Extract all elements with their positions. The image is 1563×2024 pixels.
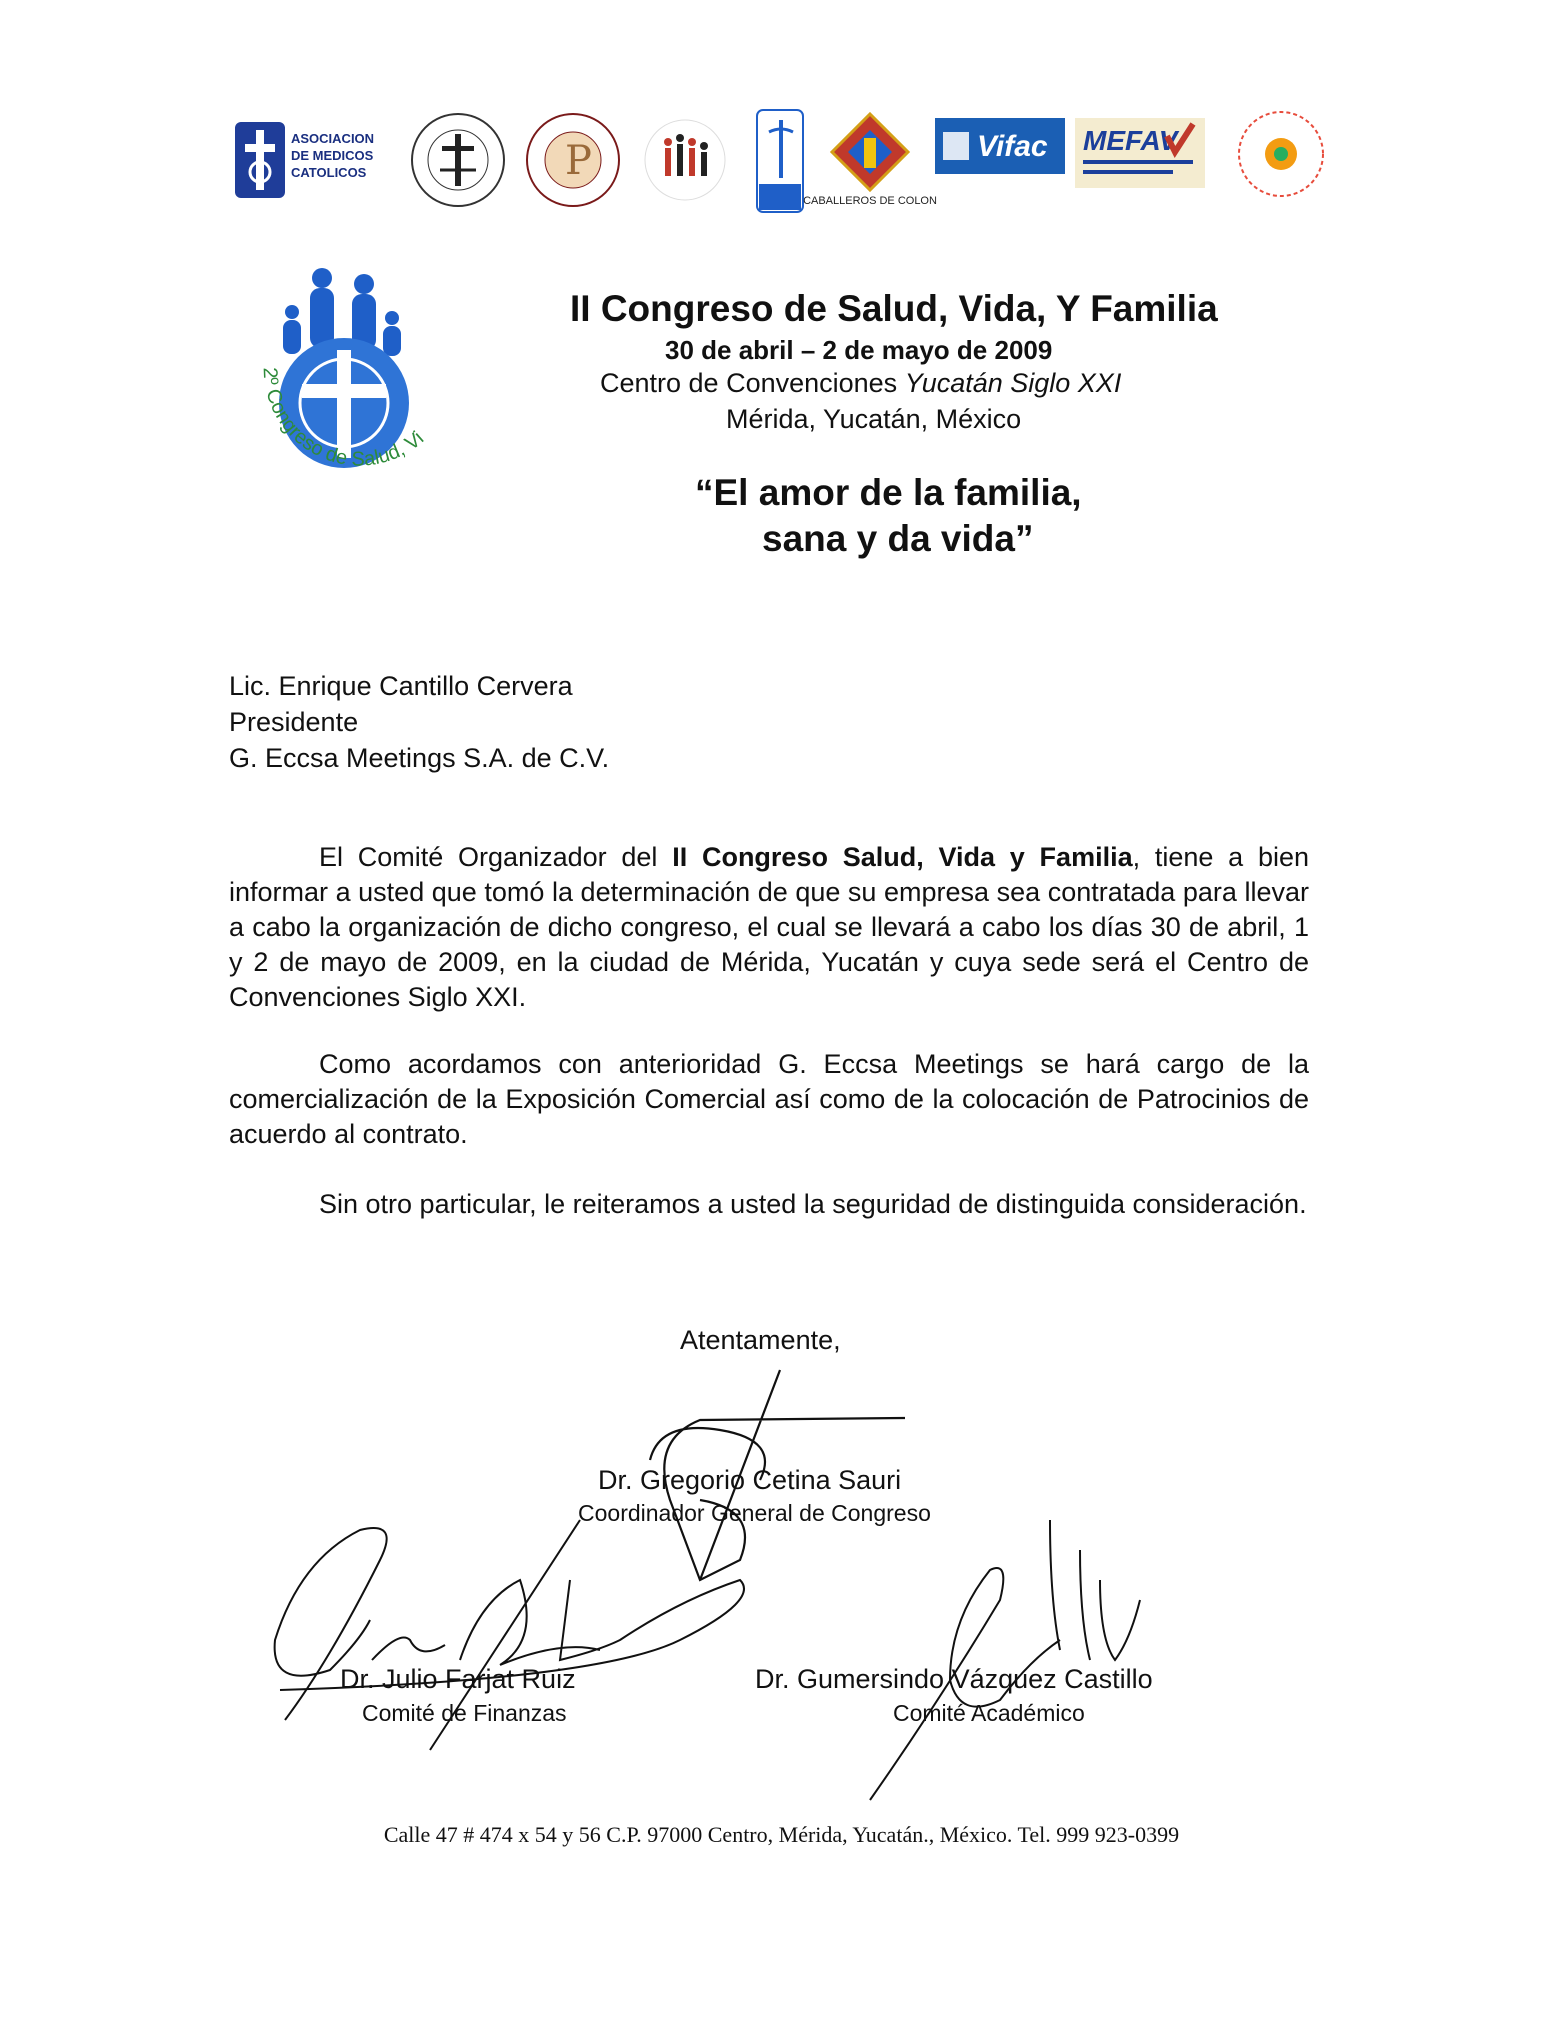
p1-text-a: El Comité Organizador del [319,842,673,872]
mefav-logo-icon [1075,118,1205,188]
congress-emblem-icon [252,268,466,518]
footer-address: Calle 47 # 474 x 54 y 56 C.P. 97000 Centro, Mérida, Yucatán., México. Tel. 999 923-0399 [383,1822,1180,1847]
venue-prefix: Centro de Convenciones [600,368,905,398]
p1-congress-name: II Congreso Salud, Vida y Familia [672,842,1133,872]
caballeros-text: CABALLEROS DE COLON [803,195,937,207]
page-title: II Congreso de Salud, Vida, Y Familia [570,288,1218,329]
amc-logo-icon [235,118,385,202]
body-paragraph-3: Sin otro particular, le reiteramos a usted la seguridad de distinguida consideración. [319,1189,1307,1219]
recipient-block [229,668,609,776]
amc-logo-text: ASOCIACION DE MEDICOS CATOLICOS [291,131,375,180]
recipient-name: Lic. Enrique Cantillo Cervera [229,671,573,701]
event-city: Mérida, Yucatán, México [726,404,1022,434]
signature-3 [870,1520,1140,1800]
caballeros-de-colon-icon [803,108,937,216]
vifac-text: Vifac [977,130,1048,163]
svg-text:P: P [565,138,592,184]
pastoral-juvenil-icon [755,108,805,214]
signatory-2-name: Dr. Julio Farjat Ruiz [340,1664,576,1694]
motto-line-1: “El amor de la familia, [695,472,1082,513]
closing: Atentamente, [680,1325,841,1355]
catholic-lawyers-seal-icon [410,112,506,208]
signatory-3-role: Comité Académico [893,1700,1085,1726]
signatory-3-name: Dr. Gumersindo Vázquez Castillo [755,1664,1153,1694]
sponsor-logos [235,100,1335,230]
vale-la-pena-vivir-icon [1235,108,1327,200]
vifac-logo-icon [935,118,1065,174]
recipient-title: Presidente [229,707,359,737]
paternity-promoter-seal-icon [525,112,621,208]
recipient-company: G. Eccsa Meetings S.A. de C.V. [229,743,610,773]
signatory-1-role: Coordinador General de Congreso [578,1500,931,1526]
venue-name: Yucatán Siglo XXI [904,368,1122,398]
event-date: 30 de abril – 2 de mayo de 2009 [665,335,1053,365]
motto-line-2: sana y da vida” [762,518,1034,559]
signatory-1-name: Dr. Gregorio Cetina Sauri [598,1465,902,1495]
amc-cross-mark [235,122,285,198]
mefav-text: MEFAV [1083,125,1178,156]
pastoral-familiar-icon [635,108,735,208]
svg-text:2º Congreso de Salud, Vida y F: 2º Congreso de Salud, Vi [258,366,429,471]
signatory-2-role: Comité de Finanzas [362,1700,567,1726]
body-paragraph-2: Como acordamos con anterioridad G. Eccsa Meetings se hará cargo de la comercialización de la Exposición Comercial así como de la colocación de Patrocinios de acuerdo al contrato. [229,1049,1309,1149]
body-paragraph-1 [229,840,1309,1015]
event-venue [600,368,1121,399]
p1-text-b: , tiene a bien informar a usted que tomó la determinación de que su empresa sea contratada para llevar a cabo la organización de dicho congreso, el cual se llevará a cabo los días 30 de abril, 1 y 2 de mayo de 2009, en la ciudad de Mérida, Yucatán y cuya sede será el Centro de Convenciones Siglo XXI. [229,842,1309,1012]
